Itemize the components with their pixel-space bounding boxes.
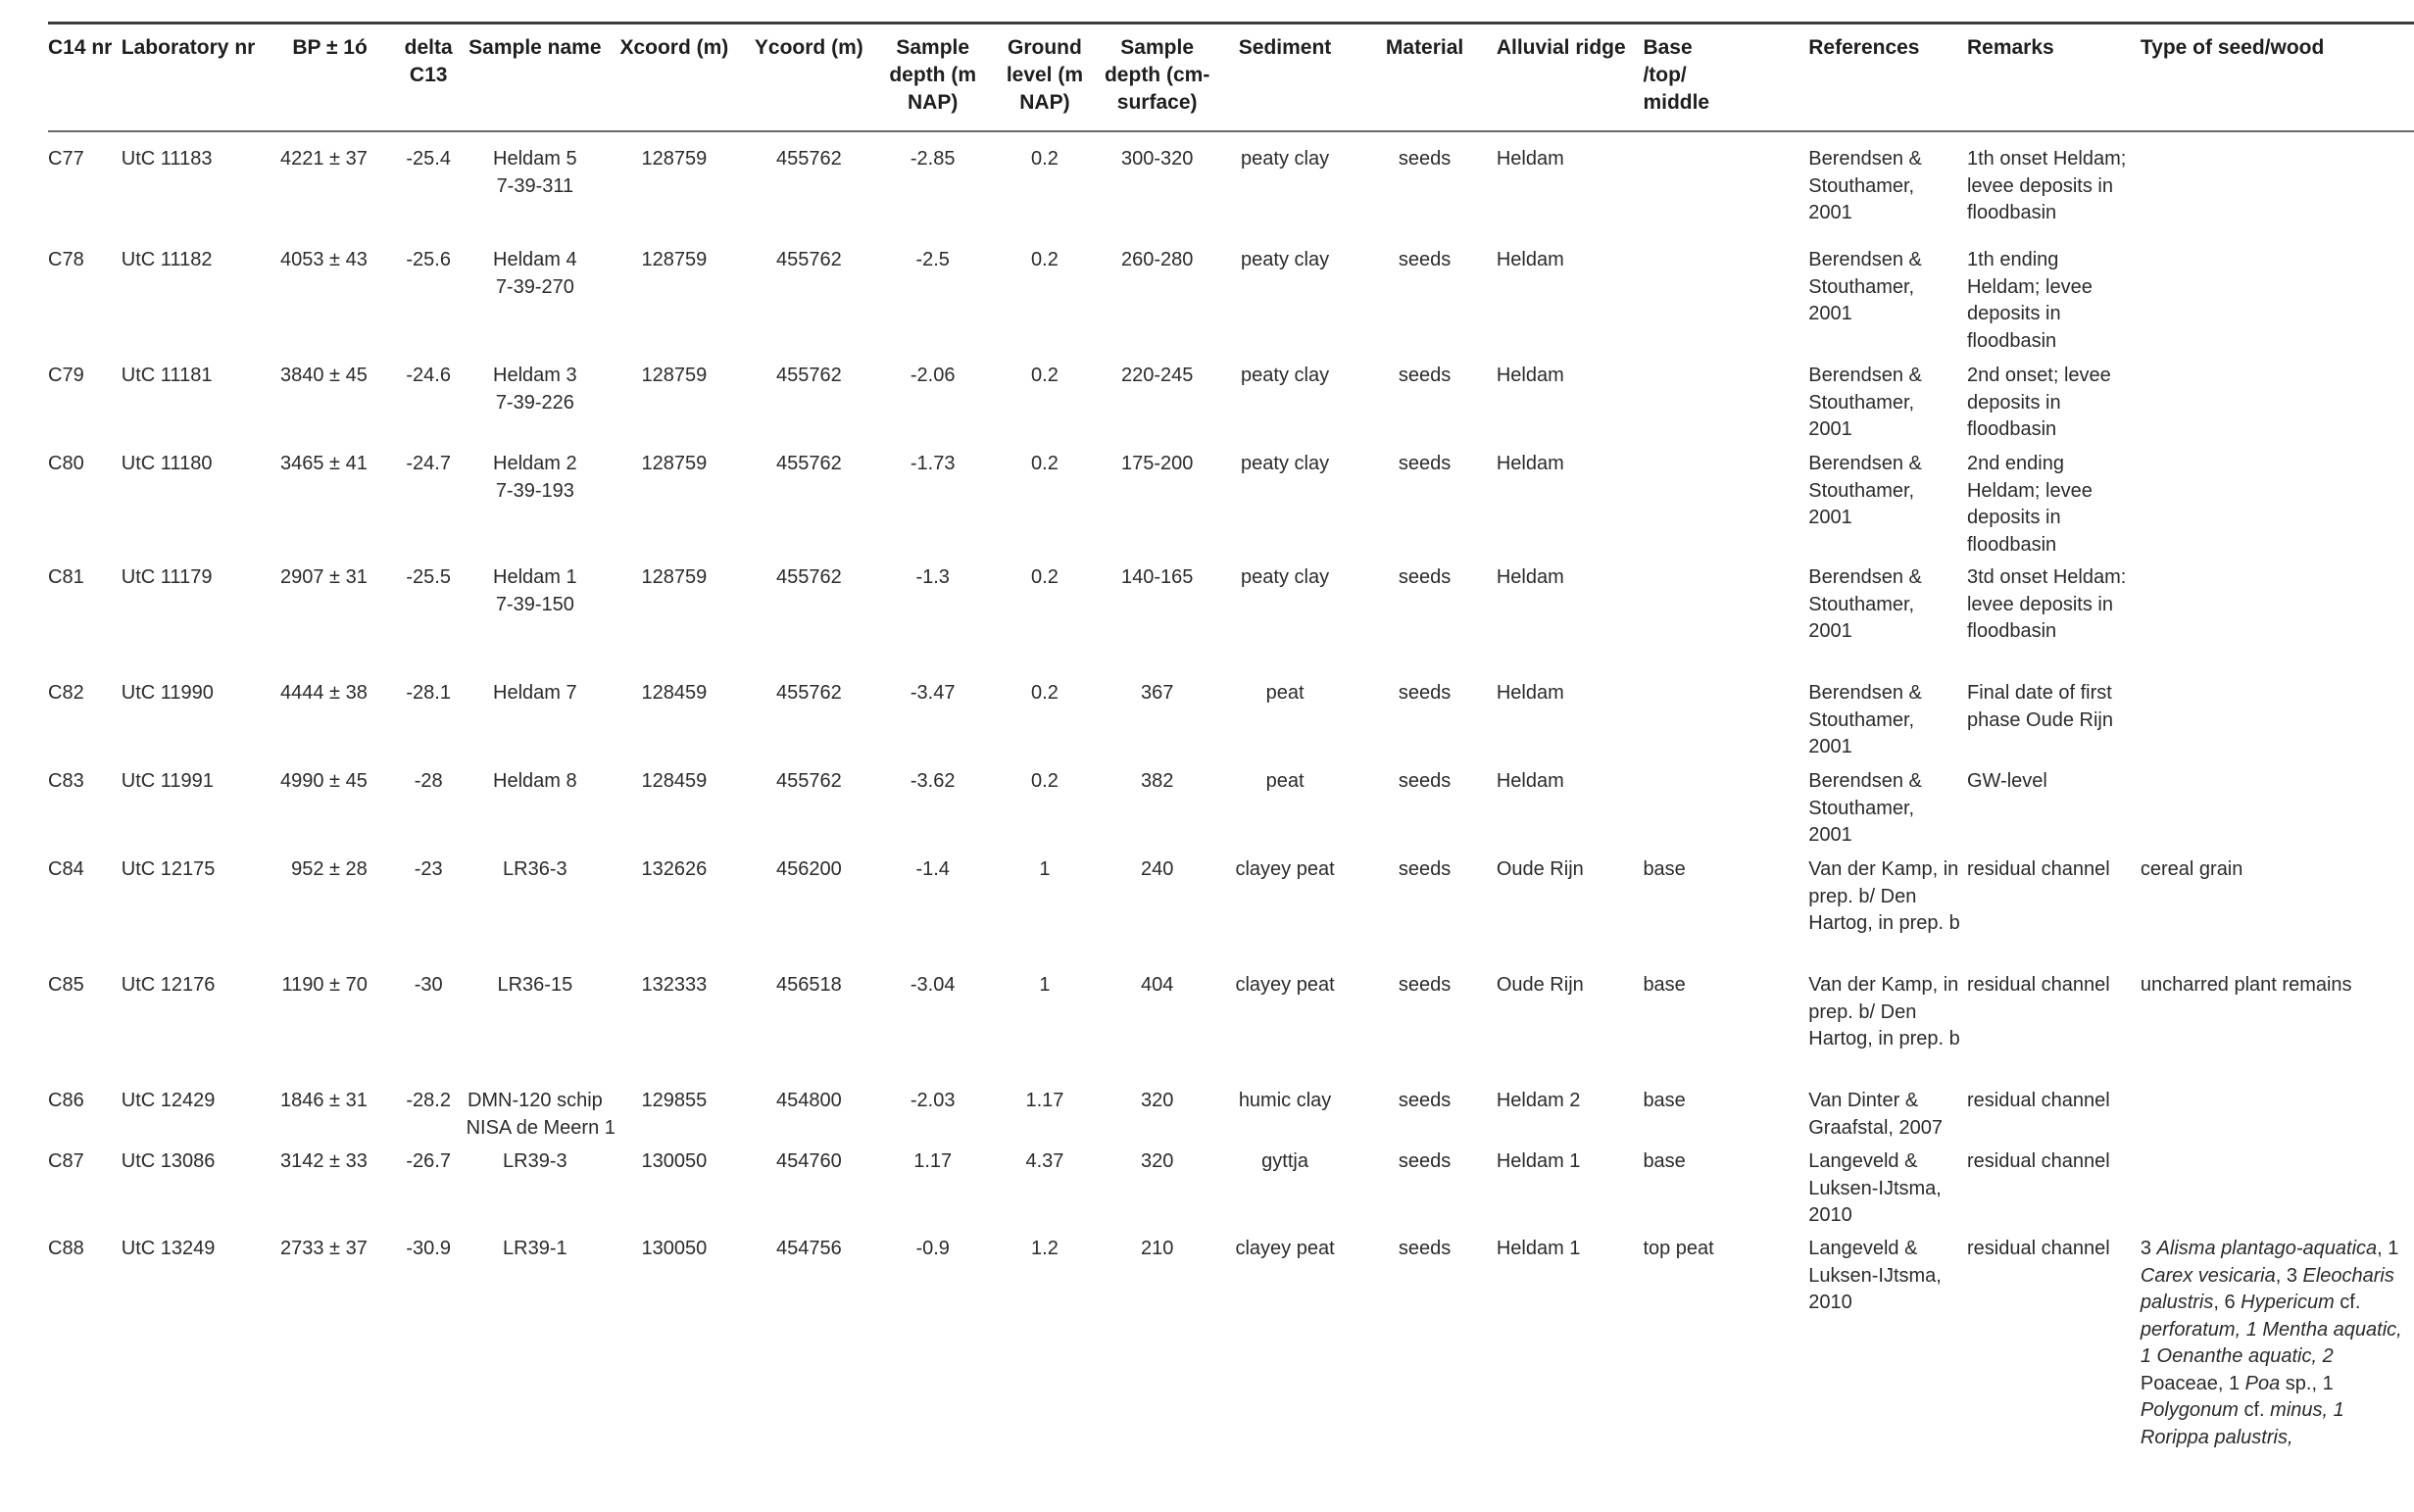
cell-bp: 4053 ± 43: [279, 249, 368, 270]
col-delta-c13: delta C13: [404, 36, 453, 86]
cell-sample-name: [467, 680, 611, 768]
cell-ycoord: 456200: [775, 858, 842, 880]
cell-ground-level: 4.37: [1025, 1150, 1064, 1172]
sample-name-line1: Heldam 8: [493, 770, 577, 792]
cell-lab: UtC 11991: [121, 770, 214, 792]
seed-taxon: Poa: [2244, 1372, 2281, 1394]
cell-base: top peat: [1643, 1238, 1714, 1259]
cell-remarks: residual channel: [1966, 1150, 2110, 1172]
cell-lab: UtC 11183: [121, 148, 213, 170]
seed-taxon: minus, 1 Rorippa palustris,: [2140, 1399, 2344, 1448]
cell-remarks: residual channel: [1966, 974, 2110, 996]
cell-references: Berendsen & Stouthamer, 2001: [1808, 770, 1922, 846]
cell-sample-name: [467, 131, 611, 247]
cell-ycoord: 455762: [775, 682, 842, 704]
cell-ground-level: 1: [1039, 858, 1051, 880]
cell-seed-type: uncharred plant remains: [2140, 974, 2352, 996]
cell-references: Berendsen & Stouthamer, 2001: [1808, 682, 1922, 757]
cell-references: Van der Kamp, in prep. b/ Den Hartog, in prep. b: [1808, 974, 1960, 1049]
table-row: [48, 1088, 2414, 1148]
cell-delta: -23: [414, 858, 443, 880]
table-row: [48, 131, 2414, 247]
cell-bp: 1190 ± 70: [281, 974, 368, 996]
seed-taxon: Alisma plantago-aquatica: [2156, 1238, 2378, 1259]
cell-ground-level: 0.2: [1031, 365, 1059, 386]
cell-ground-level: 0.2: [1031, 249, 1059, 270]
cell-xcoord: 130050: [641, 1150, 708, 1172]
cell-references: Berendsen & Stouthamer, 2001: [1808, 249, 1922, 324]
cell-material: seeds: [1398, 858, 1452, 880]
cell-depth-cm: 382: [1140, 770, 1174, 792]
cell-sediment: clayey peat: [1235, 974, 1335, 996]
cell-depth-nap: -0.9: [915, 1238, 950, 1259]
cell-xcoord: 128759: [641, 566, 708, 588]
cell-alluvial-ridge: Heldam 1: [1496, 1238, 1581, 1259]
seed-taxon: Eleocharis palustris: [2140, 1264, 2394, 1313]
cell-ground-level: 0.2: [1031, 566, 1059, 588]
cell-c14: C83: [48, 770, 84, 792]
cell-sample-name: [467, 856, 611, 972]
cell-ground-level: 0.2: [1031, 453, 1059, 474]
cell-lab: UtC 13086: [121, 1150, 216, 1172]
cell-remarks: residual channel: [1966, 1238, 2110, 1259]
sample-name-line2: 7-39-150: [495, 593, 574, 615]
cell-depth-cm: 300-320: [1120, 148, 1194, 170]
cell-alluvial-ridge: Oude Rijn: [1496, 974, 1584, 996]
cell-alluvial-ridge: Heldam: [1496, 682, 1564, 704]
cell-remarks: 1th ending Heldam; levee deposits in floodbasin: [1966, 249, 2093, 352]
table-row: [48, 1148, 2414, 1236]
cell-sample-name: [467, 768, 611, 856]
cell-bp: 952 ± 28: [291, 858, 368, 880]
cell-remarks: 3td onset Heldam: levee deposits in floodbasin: [1966, 566, 2127, 642]
sample-name-line1: Heldam 1: [493, 566, 577, 588]
cell-bp: 3465 ± 41: [279, 453, 368, 474]
table-row: [48, 856, 2414, 972]
seed-text: , 6: [2213, 1292, 2242, 1313]
cell-sample-name: [467, 972, 611, 1088]
sample-name-line1: Heldam 5: [493, 148, 577, 170]
table-row: [48, 1236, 2414, 1490]
col-bp: BP ± 1ó: [292, 36, 368, 59]
seed-text: 3: [2140, 1238, 2157, 1259]
cell-depth-cm: 240: [1140, 858, 1174, 880]
cell-xcoord: 128759: [641, 453, 708, 474]
sample-name-line1: Heldam 3: [493, 365, 577, 386]
col-sample-depth-nap: Sample depth (m NAP): [889, 36, 977, 114]
cell-c14: C79: [48, 365, 84, 386]
cell-ycoord: 455762: [775, 453, 842, 474]
cell-references: Berendsen & Stouthamer, 2001: [1808, 566, 1922, 642]
cell-depth-nap: -2.06: [910, 365, 956, 386]
cell-alluvial-ridge: Heldam: [1496, 148, 1564, 170]
cell-bp: 4221 ± 37: [279, 148, 368, 170]
cell-c14: C81: [48, 566, 84, 588]
sample-name-line1: LR39-3: [503, 1150, 567, 1172]
cell-lab: UtC 11990: [121, 682, 214, 704]
cell-ycoord: 455762: [775, 365, 842, 386]
seed-text: sp., 1: [2280, 1372, 2334, 1394]
cell-sediment: peaty clay: [1241, 453, 1330, 474]
cell-xcoord: 128459: [641, 770, 708, 792]
cell-bp: 3142 ± 33: [279, 1150, 368, 1172]
sample-name-line1: DMN-120 schip: [467, 1090, 603, 1111]
cell-xcoord: 130050: [641, 1238, 708, 1259]
cell-remarks: GW-level: [1966, 770, 2047, 792]
cell-sample-name: [467, 363, 611, 451]
cell-seed-type: [2141, 564, 2414, 680]
cell-xcoord: 128759: [641, 249, 708, 270]
cell-xcoord: 128759: [641, 148, 708, 170]
cell-depth-cm: 320: [1140, 1150, 1174, 1172]
cell-ground-level: 1: [1039, 974, 1051, 996]
cell-seed-type: [2141, 1148, 2414, 1236]
cell-sample-name: [467, 451, 611, 564]
col-type-of-seed-wood: Type of seed/wood: [2140, 36, 2325, 59]
cell-c14: C86: [48, 1090, 84, 1111]
cell-base: [1643, 131, 1808, 247]
cell-material: seeds: [1398, 974, 1452, 996]
cell-c14: C80: [48, 453, 84, 474]
cell-depth-cm: 320: [1140, 1090, 1174, 1111]
cell-ycoord: 455762: [775, 249, 842, 270]
cell-depth-nap: 1.17: [913, 1150, 953, 1172]
sample-name-line2: 7-39-311: [496, 174, 574, 197]
cell-ycoord: 454800: [775, 1090, 842, 1111]
cell-base: [1643, 768, 1808, 856]
cell-sediment: peaty clay: [1241, 148, 1330, 170]
col-material: Material: [1385, 36, 1464, 59]
cell-bp: 4990 ± 45: [279, 770, 368, 792]
cell-delta: -24.7: [406, 453, 451, 474]
cell-material: seeds: [1398, 1090, 1452, 1111]
sample-name-line1: LR36-15: [497, 974, 573, 996]
cell-delta: -25.5: [406, 566, 451, 588]
cell-seed-type: [2141, 451, 2414, 564]
sample-name-line2: 7-39-193: [495, 479, 574, 502]
cell-sample-name: [466, 1088, 616, 1148]
cell-ycoord: 454760: [775, 1150, 842, 1172]
col-ground-level: Ground level (m NAP): [1006, 36, 1084, 114]
cell-c14: C77: [48, 148, 84, 170]
seed-taxon: Carex vesicaria: [2140, 1264, 2276, 1287]
table-row: [48, 247, 2414, 363]
cell-depth-cm: 140-165: [1120, 566, 1194, 588]
cell-lab: UtC 11179: [121, 566, 213, 588]
cell-sediment: peat: [1265, 770, 1305, 792]
sample-name-line1: Heldam 4: [493, 249, 577, 270]
cell-material: seeds: [1398, 770, 1452, 792]
cell-depth-cm: 220-245: [1120, 365, 1194, 386]
cell-depth-cm: 260-280: [1120, 249, 1194, 270]
col-xcoord: Xcoord (m): [619, 36, 729, 59]
cell-xcoord: 128459: [641, 682, 708, 704]
cell-base: [1643, 247, 1808, 363]
seed-text: cf.: [2238, 1399, 2271, 1421]
cell-seed-type: [2141, 768, 2414, 856]
cell-seed-type: [2141, 1236, 2414, 1490]
col-laboratory-nr: Laboratory nr: [121, 36, 256, 59]
seed-text: cf.: [2334, 1292, 2361, 1313]
cell-seed-type: [2141, 247, 2414, 363]
cell-remarks: residual channel: [1966, 1090, 2110, 1111]
col-references: References: [1808, 36, 1920, 59]
cell-ycoord: 455762: [775, 148, 842, 170]
sample-name-line2: NISA de Meern 1: [466, 1116, 616, 1139]
seed-text: , 3: [2275, 1264, 2303, 1287]
cell-c14: C84: [48, 858, 84, 880]
cell-base: base: [1643, 1090, 1686, 1111]
sample-name-line2: 7-39-226: [495, 391, 574, 414]
cell-c14: C85: [48, 974, 84, 996]
cell-sample-name: [467, 1236, 611, 1490]
col-sample-depth-cm: Sample depth (cm-surface): [1104, 36, 1210, 114]
cell-ground-level: 1.17: [1025, 1090, 1064, 1111]
cell-c14: C88: [48, 1238, 84, 1259]
cell-references: Berendsen & Stouthamer, 2001: [1808, 453, 1922, 528]
cell-delta: -24.6: [406, 365, 451, 386]
cell-material: seeds: [1398, 1150, 1452, 1172]
cell-seed-type: [2141, 680, 2414, 768]
cell-alluvial-ridge: Heldam 2: [1496, 1090, 1581, 1111]
cell-c14: C87: [48, 1150, 84, 1172]
cell-bp: 1846 ± 31: [279, 1090, 368, 1111]
cell-delta: -28.1: [406, 682, 451, 704]
cell-base: base: [1643, 1150, 1686, 1172]
cell-delta: -30: [414, 974, 443, 996]
data-table-container: [48, 22, 2414, 1490]
sample-name-line1: Heldam 2: [493, 453, 577, 474]
radiocarbon-dates-table: [48, 22, 2414, 1490]
cell-alluvial-ridge: Oude Rijn: [1496, 858, 1584, 880]
cell-ycoord: 455762: [775, 770, 842, 792]
cell-references: Langeveld & Luksen-IJtsma, 2010: [1808, 1150, 1942, 1226]
cell-c14: C78: [48, 249, 84, 270]
table-body: [48, 131, 2414, 1490]
seed-taxon: Hypericum: [2241, 1292, 2335, 1313]
cell-references: Van Dinter & Graafstal, 2007: [1808, 1090, 1943, 1139]
cell-material: seeds: [1398, 682, 1452, 704]
cell-delta: -30.9: [406, 1238, 451, 1259]
cell-alluvial-ridge: Heldam: [1496, 566, 1564, 588]
cell-base: [1643, 451, 1808, 564]
cell-depth-nap: -1.73: [910, 453, 956, 474]
cell-sediment: clayey peat: [1235, 858, 1335, 880]
cell-sample-name: [467, 247, 611, 363]
sample-name-line2: 7-39-270: [495, 275, 574, 298]
table-row: [48, 564, 2414, 680]
seed-taxon: perforatum, 1 Mentha aquatic, 1 Oenanthe aquatic, 2: [2140, 1318, 2402, 1367]
cell-depth-cm: 404: [1140, 974, 1174, 996]
cell-depth-cm: 367: [1140, 682, 1174, 704]
cell-xcoord: 132626: [641, 858, 708, 880]
seed-text: , 1: [2377, 1238, 2399, 1259]
cell-depth-nap: -3.47: [910, 682, 956, 704]
cell-lab: UtC 12175: [121, 858, 216, 880]
cell-ground-level: 0.2: [1031, 148, 1059, 170]
cell-bp: 3840 ± 45: [279, 365, 368, 386]
cell-xcoord: 128759: [641, 365, 708, 386]
cell-remarks: 2nd ending Heldam; levee deposits in floodbasin: [1966, 453, 2093, 556]
col-ycoord: Ycoord (m): [754, 36, 863, 59]
table-row: [48, 363, 2414, 451]
cell-lab: UtC 11182: [121, 249, 213, 270]
cell-material: seeds: [1398, 1238, 1452, 1259]
cell-alluvial-ridge: Heldam: [1496, 770, 1564, 792]
cell-sediment: clayey peat: [1235, 1238, 1335, 1259]
seed-taxon: Polygonum: [2140, 1399, 2239, 1421]
cell-alluvial-ridge: Heldam: [1496, 453, 1564, 474]
col-c14-nr: C14 nr: [48, 36, 113, 59]
cell-remarks: 1th onset Heldam; levee deposits in floodbasin: [1966, 148, 2127, 223]
cell-alluvial-ridge: Heldam: [1496, 365, 1564, 386]
cell-ycoord: 454756: [775, 1238, 842, 1259]
cell-sediment: peaty clay: [1241, 365, 1330, 386]
cell-remarks: residual channel: [1966, 858, 2110, 880]
cell-xcoord: 129855: [641, 1090, 708, 1111]
cell-references: Berendsen & Stouthamer, 2001: [1808, 365, 1922, 440]
col-alluvial-ridge: Alluvial ridge: [1496, 36, 1626, 59]
cell-depth-nap: -3.04: [910, 974, 956, 996]
cell-sample-name: [467, 564, 611, 680]
cell-bp: 2733 ± 37: [279, 1238, 368, 1259]
cell-delta: -25.6: [406, 249, 451, 270]
cell-material: seeds: [1398, 453, 1452, 474]
cell-seed-type: [2141, 363, 2414, 451]
col-remarks: Remarks: [1966, 36, 2054, 59]
cell-sample-name: [467, 1148, 611, 1236]
cell-material: seeds: [1398, 566, 1452, 588]
table-row: [48, 680, 2414, 768]
cell-alluvial-ridge: Heldam: [1496, 249, 1564, 270]
cell-alluvial-ridge: Heldam 1: [1496, 1150, 1581, 1172]
cell-material: seeds: [1398, 148, 1452, 170]
cell-ground-level: 1.2: [1031, 1238, 1059, 1259]
col-base-top-middle: Base /top/ middle: [1643, 36, 1710, 114]
cell-base: [1643, 564, 1808, 680]
cell-references: Van der Kamp, in prep. b/ Den Hartog, in prep. b: [1808, 858, 1960, 934]
cell-sediment: peat: [1265, 682, 1305, 704]
cell-delta: -28.2: [406, 1090, 451, 1111]
table-row: [48, 768, 2414, 856]
cell-lab: UtC 12176: [121, 974, 216, 996]
table-row: [48, 972, 2414, 1088]
cell-ycoord: 455762: [775, 566, 842, 588]
cell-depth-cm: 210: [1140, 1238, 1174, 1259]
cell-delta: -26.7: [406, 1150, 451, 1172]
table-row: [48, 451, 2414, 564]
cell-lab: UtC 11180: [121, 453, 213, 474]
cell-sediment: peaty clay: [1241, 249, 1330, 270]
sample-name-line1: LR36-3: [503, 858, 567, 880]
cell-references: Langeveld & Luksen-IJtsma, 2010: [1808, 1238, 1942, 1313]
table-header: [48, 24, 2414, 132]
cell-sediment: peaty clay: [1241, 566, 1330, 588]
cell-c14: C82: [48, 682, 84, 704]
cell-depth-nap: -3.62: [910, 770, 956, 792]
cell-remarks: Final date of first phase Oude Rijn: [1966, 682, 2113, 731]
col-sample-name: Sample name: [468, 36, 602, 59]
cell-depth-nap: -2.03: [910, 1090, 956, 1111]
cell-xcoord: 132333: [641, 974, 708, 996]
cell-seed-type: [2141, 1088, 2414, 1148]
cell-base: base: [1643, 858, 1686, 880]
cell-depth-nap: -2.85: [910, 148, 956, 170]
cell-lab: UtC 12429: [121, 1090, 216, 1111]
col-sediment: Sediment: [1238, 36, 1332, 59]
cell-ground-level: 0.2: [1031, 770, 1059, 792]
cell-references: Berendsen & Stouthamer, 2001: [1808, 148, 1922, 223]
cell-bp: 4444 ± 38: [279, 682, 368, 704]
cell-base: [1643, 363, 1808, 451]
cell-sediment: gyttja: [1261, 1150, 1308, 1172]
cell-depth-nap: -1.4: [915, 858, 950, 880]
cell-base: base: [1643, 974, 1686, 996]
cell-base: [1643, 680, 1808, 768]
cell-ycoord: 456518: [775, 974, 842, 996]
seed-text: Poaceae, 1: [2140, 1372, 2245, 1394]
cell-depth-cm: 175-200: [1120, 453, 1194, 474]
cell-delta: -25.4: [406, 148, 451, 170]
cell-lab: UtC 13249: [121, 1238, 216, 1259]
sample-name-line1: LR39-1: [503, 1238, 567, 1259]
cell-ground-level: 0.2: [1031, 682, 1059, 704]
sample-name-line1: Heldam 7: [493, 682, 577, 704]
cell-depth-nap: -2.5: [915, 249, 950, 270]
cell-bp: 2907 ± 31: [279, 566, 368, 588]
cell-depth-nap: -1.3: [915, 566, 950, 588]
cell-seed-type: [2141, 131, 2414, 247]
cell-seed-type: cereal grain: [2140, 858, 2243, 880]
cell-lab: UtC 11181: [121, 365, 213, 386]
cell-material: seeds: [1398, 249, 1452, 270]
cell-material: seeds: [1398, 365, 1452, 386]
cell-sediment: humic clay: [1238, 1090, 1332, 1111]
cell-delta: -28: [414, 770, 443, 792]
cell-remarks: 2nd onset; levee deposits in floodbasin: [1966, 365, 2111, 440]
